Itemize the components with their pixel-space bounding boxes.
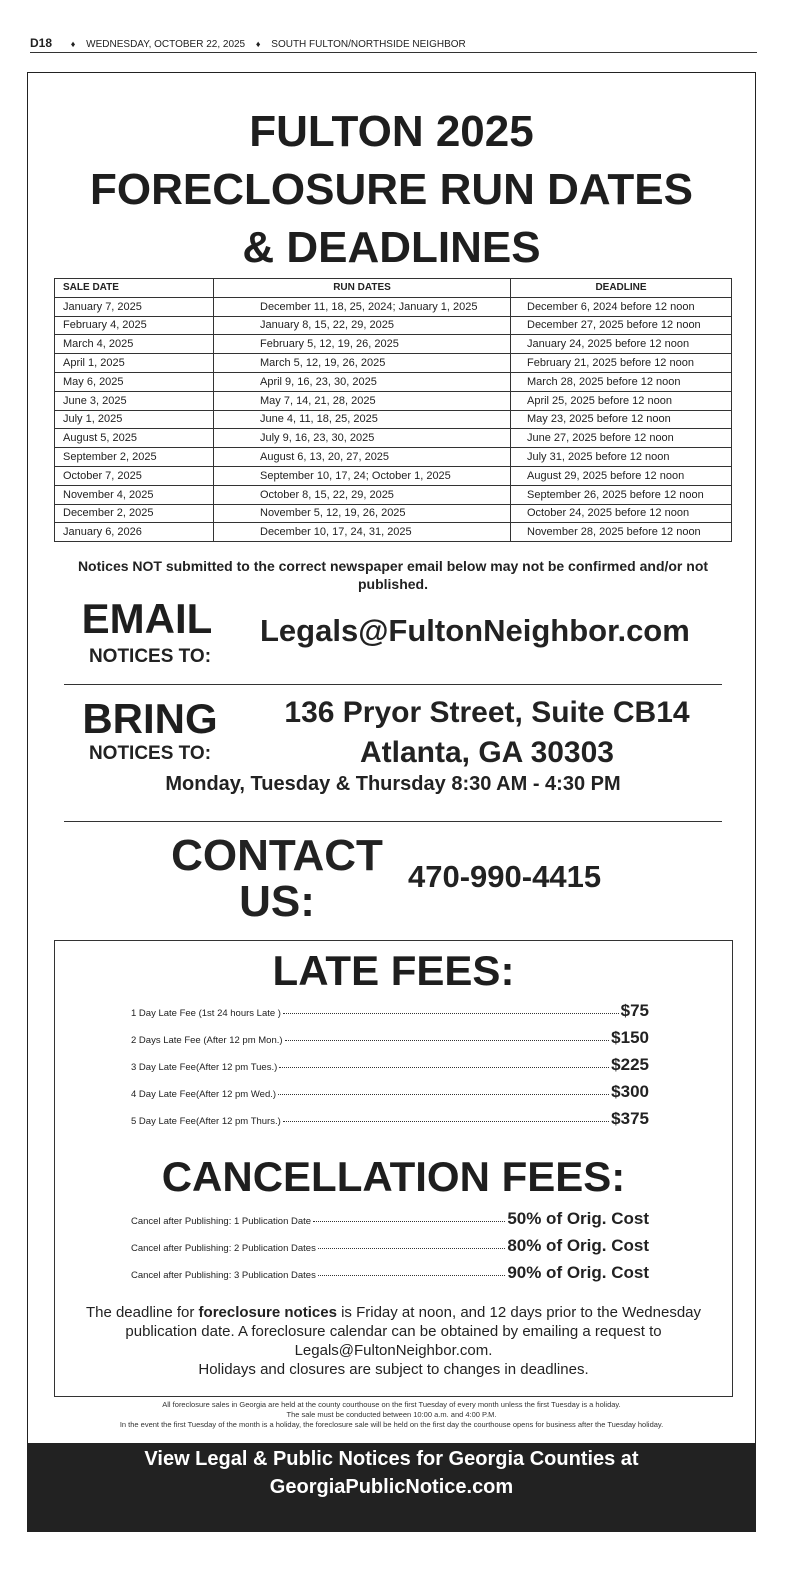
footer-link[interactable]: GeorgiaPublicNotice.com xyxy=(269,1476,514,1498)
page-title xyxy=(28,103,755,277)
fee-description: 4 Day Late Fee(After 12 pm Wed.) xyxy=(131,1089,277,1100)
deadline-cell: July 31, 2025 before 12 noon xyxy=(511,448,732,467)
run-dates-cell: September 10, 17, 24; October 1, 2025 xyxy=(214,466,511,485)
contact-label xyxy=(158,833,396,925)
phone-number: 470-990-4415 xyxy=(408,859,602,894)
sale-date-cell: September 2, 2025 xyxy=(55,448,214,467)
issue-date: WEDNESDAY, OCTOBER 22, 2025 xyxy=(86,39,246,50)
table-row xyxy=(55,429,732,448)
fine-print xyxy=(28,1400,755,1430)
page-number: D18 xyxy=(30,36,53,50)
fee-amount: $150 xyxy=(611,1028,649,1047)
sale-date-cell: April 1, 2025 xyxy=(55,354,214,373)
run-dates-cell: April 9, 16, 23, 30, 2025 xyxy=(214,372,511,391)
fee-description: Cancel after Publishing: 3 Publication Dates xyxy=(131,1270,316,1281)
run-dates-cell: January 8, 15, 22, 29, 2025 xyxy=(214,316,511,335)
deadline-text-post: is Friday at noon, and 12 days prior to the Wednesday publication date. A foreclosure calendar can be obtained by emailing a request to Legals@FultonNeighbor.com. xyxy=(125,1304,702,1359)
diamond-icon: ♦ xyxy=(255,39,261,49)
deadline-cell: March 28, 2025 before 12 noon xyxy=(511,372,732,391)
dot-leader xyxy=(278,1094,609,1095)
fee-amount: 80% of Orig. Cost xyxy=(507,1236,649,1255)
run-dates-cell: June 4, 11, 18, 25, 2025 xyxy=(214,410,511,429)
deadline-cell: June 27, 2025 before 12 noon xyxy=(511,429,732,448)
fine-print-line: All foreclosure sales in Georgia are held at the county courthouse on the first Tuesday of every month unless the first Tuesday is a holiday. xyxy=(162,1400,621,1409)
table-row xyxy=(55,391,732,410)
bring-sublabel: NOTICES TO: xyxy=(88,743,212,764)
page-header xyxy=(30,36,757,53)
sale-date-cell: August 5, 2025 xyxy=(55,429,214,448)
fee-row xyxy=(131,1236,649,1256)
sale-date-cell: February 4, 2025 xyxy=(55,316,214,335)
diamond-icon: ♦ xyxy=(70,39,76,49)
fee-row xyxy=(131,1209,649,1229)
fees-box xyxy=(54,940,733,1397)
table-row xyxy=(55,297,732,316)
contact-label-line: US: xyxy=(239,877,315,926)
contact-label-line: CONTACT xyxy=(171,831,383,880)
deadline-cell: December 27, 2025 before 12 noon xyxy=(511,316,732,335)
fine-print-line: The sale must be conducted between 10:00 a.m. and 4:00 P.M. xyxy=(286,1410,497,1419)
fine-print-line: In the event the first Tuesday of the month is a holiday, the foreclosure sale will be held on the first day the courthouse opens for business after the Tuesday holiday. xyxy=(119,1420,664,1429)
publication-name: SOUTH FULTON/NORTHSIDE NEIGHBOR xyxy=(271,39,466,50)
run-dates-cell: October 8, 15, 22, 29, 2025 xyxy=(214,485,511,504)
fee-description: Cancel after Publishing: 1 Publication Date xyxy=(131,1216,312,1227)
run-dates-cell: February 5, 12, 19, 26, 2025 xyxy=(214,335,511,354)
deadline-cell: December 6, 2024 before 12 noon xyxy=(511,297,732,316)
deadline-text xyxy=(65,1303,722,1360)
table-body xyxy=(55,297,732,541)
fee-description: 3 Day Late Fee(After 12 pm Tues.) xyxy=(131,1062,278,1073)
deadline-cell: August 29, 2025 before 12 noon xyxy=(511,466,732,485)
table-row xyxy=(55,466,732,485)
dot-leader xyxy=(318,1248,505,1249)
submission-notice: Notices NOT submitted to the correct newspaper email below may not be confirmed and/or not published. xyxy=(77,558,709,592)
deadline-cell: May 23, 2025 before 12 noon xyxy=(511,410,732,429)
divider xyxy=(64,684,722,685)
sale-date-cell: June 3, 2025 xyxy=(55,391,214,410)
run-dates-cell: August 6, 13, 20, 27, 2025 xyxy=(214,448,511,467)
fee-amount: 50% of Orig. Cost xyxy=(507,1209,649,1228)
run-dates-cell: December 11, 18, 25, 2024; January 1, 2025 xyxy=(214,297,511,316)
deadline-cell: April 25, 2025 before 12 noon xyxy=(511,391,732,410)
email-address: Legals@FultonNeighbor.com xyxy=(260,613,690,648)
table-row xyxy=(55,448,732,467)
run-dates-cell: November 5, 12, 19, 26, 2025 xyxy=(214,504,511,523)
sale-date-cell: November 4, 2025 xyxy=(55,485,214,504)
dot-leader xyxy=(285,1040,610,1041)
table-row xyxy=(55,410,732,429)
sale-date-cell: May 6, 2025 xyxy=(55,372,214,391)
holidays-text: Holidays and closures are subject to changes in deadlines. xyxy=(198,1361,589,1378)
column-header-run-dates: RUN DATES xyxy=(214,279,511,298)
email-label: EMAIL xyxy=(81,595,213,642)
deadline-cell: September 26, 2025 before 12 noon xyxy=(511,485,732,504)
sale-date-cell: December 2, 2025 xyxy=(55,504,214,523)
fee-description: Cancel after Publishing: 2 Publication Dates xyxy=(131,1243,316,1254)
fee-amount: $225 xyxy=(611,1055,649,1074)
table-row xyxy=(55,372,732,391)
fee-description: 5 Day Late Fee(After 12 pm Thurs.) xyxy=(131,1116,281,1127)
deadline-cell: February 21, 2025 before 12 noon xyxy=(511,354,732,373)
table-row xyxy=(55,523,732,542)
deadline-cell: November 28, 2025 before 12 noon xyxy=(511,523,732,542)
dot-leader xyxy=(318,1275,505,1276)
fee-row xyxy=(131,1028,649,1048)
street-address: 136 Pryor Street, Suite CB14 xyxy=(284,696,690,729)
table-row xyxy=(55,485,732,504)
fee-amount: $300 xyxy=(611,1082,649,1101)
fee-row xyxy=(131,1001,649,1021)
table-header-row xyxy=(55,279,732,298)
title-line: FULTON 2025 xyxy=(249,107,534,156)
dot-leader xyxy=(313,1221,505,1222)
sale-date-cell: October 7, 2025 xyxy=(55,466,214,485)
run-dates-cell: March 5, 12, 19, 26, 2025 xyxy=(214,354,511,373)
cancellation-fees-heading: CANCELLATION FEES: xyxy=(161,1153,626,1200)
footer-banner xyxy=(28,1443,755,1532)
deadline-text-pre: The deadline for xyxy=(85,1304,199,1321)
fee-row xyxy=(131,1055,649,1075)
sale-date-cell: January 7, 2025 xyxy=(55,297,214,316)
title-line: FORECLOSURE RUN DATES xyxy=(90,165,693,214)
bring-label: BRING xyxy=(82,695,218,742)
sale-date-cell: January 6, 2026 xyxy=(55,523,214,542)
schedule-table xyxy=(54,278,732,542)
footer-line: View Legal & Public Notices for Georgia Counties at xyxy=(144,1448,639,1470)
table-row xyxy=(55,504,732,523)
deadline-text-bold: foreclosure notices xyxy=(198,1304,337,1321)
fee-row xyxy=(131,1082,649,1102)
deadline-cell: January 24, 2025 before 12 noon xyxy=(511,335,732,354)
run-dates-cell: May 7, 14, 21, 28, 2025 xyxy=(214,391,511,410)
sale-date-cell: March 4, 2025 xyxy=(55,335,214,354)
column-header-sale-date: SALE DATE xyxy=(55,279,214,298)
dot-leader xyxy=(283,1013,619,1014)
fee-amount: $375 xyxy=(611,1109,649,1128)
run-dates-cell: July 9, 16, 23, 30, 2025 xyxy=(214,429,511,448)
dot-leader xyxy=(283,1121,609,1122)
divider xyxy=(64,821,722,822)
fee-row xyxy=(131,1109,649,1129)
fee-row xyxy=(131,1263,649,1283)
deadline-cell: October 24, 2025 before 12 noon xyxy=(511,504,732,523)
dot-leader xyxy=(279,1067,609,1068)
table-row xyxy=(55,316,732,335)
deadline-paragraph xyxy=(65,1303,722,1379)
run-dates-cell: December 10, 17, 24, 31, 2025 xyxy=(214,523,511,542)
fee-amount: $75 xyxy=(620,1001,649,1020)
email-sublabel: NOTICES TO: xyxy=(88,646,212,667)
fee-amount: 90% of Orig. Cost xyxy=(507,1263,649,1282)
city-address: Atlanta, GA 30303 xyxy=(360,736,614,769)
column-header-deadline: DEADLINE xyxy=(511,279,732,298)
sale-date-cell: July 1, 2025 xyxy=(55,410,214,429)
table-row xyxy=(55,354,732,373)
fee-description: 1 Day Late Fee (1st 24 hours Late ) xyxy=(131,1008,281,1019)
title-line: & DEADLINES xyxy=(242,223,541,272)
table-row xyxy=(55,335,732,354)
fee-description: 2 Days Late Fee (After 12 pm Mon.) xyxy=(131,1035,283,1046)
office-hours: Monday, Tuesday & Thursday 8:30 AM - 4:30 PM xyxy=(165,773,621,795)
late-fees-heading: LATE FEES: xyxy=(272,947,515,994)
ad-frame xyxy=(27,72,756,1532)
